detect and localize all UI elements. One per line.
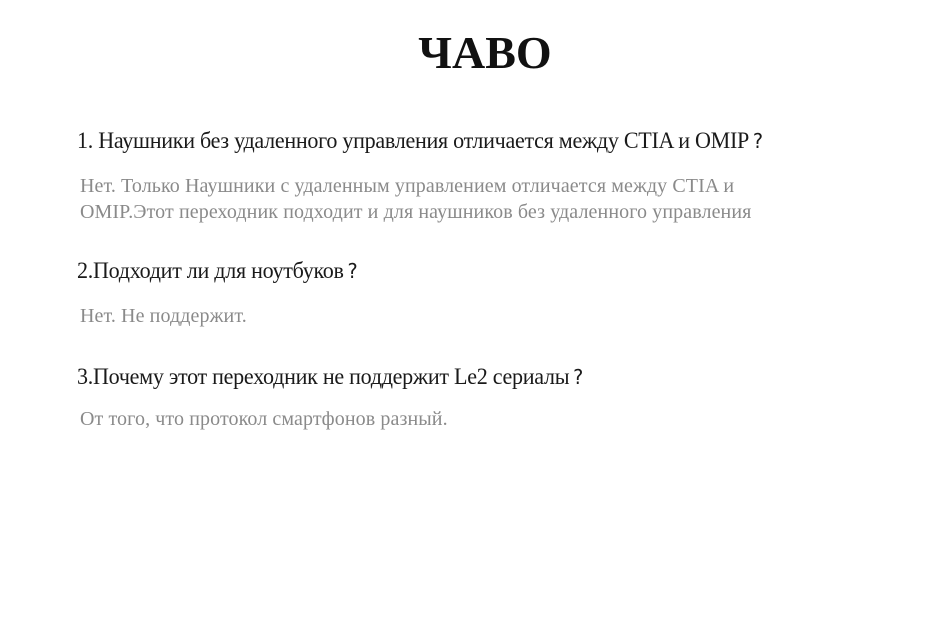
faq-question-3-text: 3.Почему этот переходник не поддержит Le2 сериалы <box>77 364 570 389</box>
faq-answer-1-line-1: Нет. Только Наушники с удаленным управлением отличается между CTIA и <box>80 175 735 197</box>
faq-question-1-text: 1. Наушники без удаленного управления отличается между CTIA и OMIP <box>77 128 750 153</box>
faq-answer-1-line-2: OMIP.Этот переходник подходит и для наушников без удаленного управления <box>80 201 752 223</box>
faq-answer-3-line-1: От того, что протокол смартфонов разный. <box>80 408 448 430</box>
faq-question-3 <box>77 364 583 390</box>
faq-answer-2 <box>80 303 920 329</box>
question-mark: ? <box>347 259 358 283</box>
question-mark: ? <box>752 129 763 153</box>
faq-answer-2-line-1: Нет. Не поддержит. <box>80 305 247 327</box>
page-title: ЧАВО <box>418 27 552 78</box>
faq-question-1 <box>77 128 763 154</box>
question-mark: ? <box>573 365 584 389</box>
faq-answer-3 <box>80 406 920 432</box>
faq-question-2 <box>77 258 357 284</box>
faq-question-2-text: 2.Подходит ли для ноутбуков <box>77 258 344 283</box>
faq-answer-1 <box>80 173 920 225</box>
